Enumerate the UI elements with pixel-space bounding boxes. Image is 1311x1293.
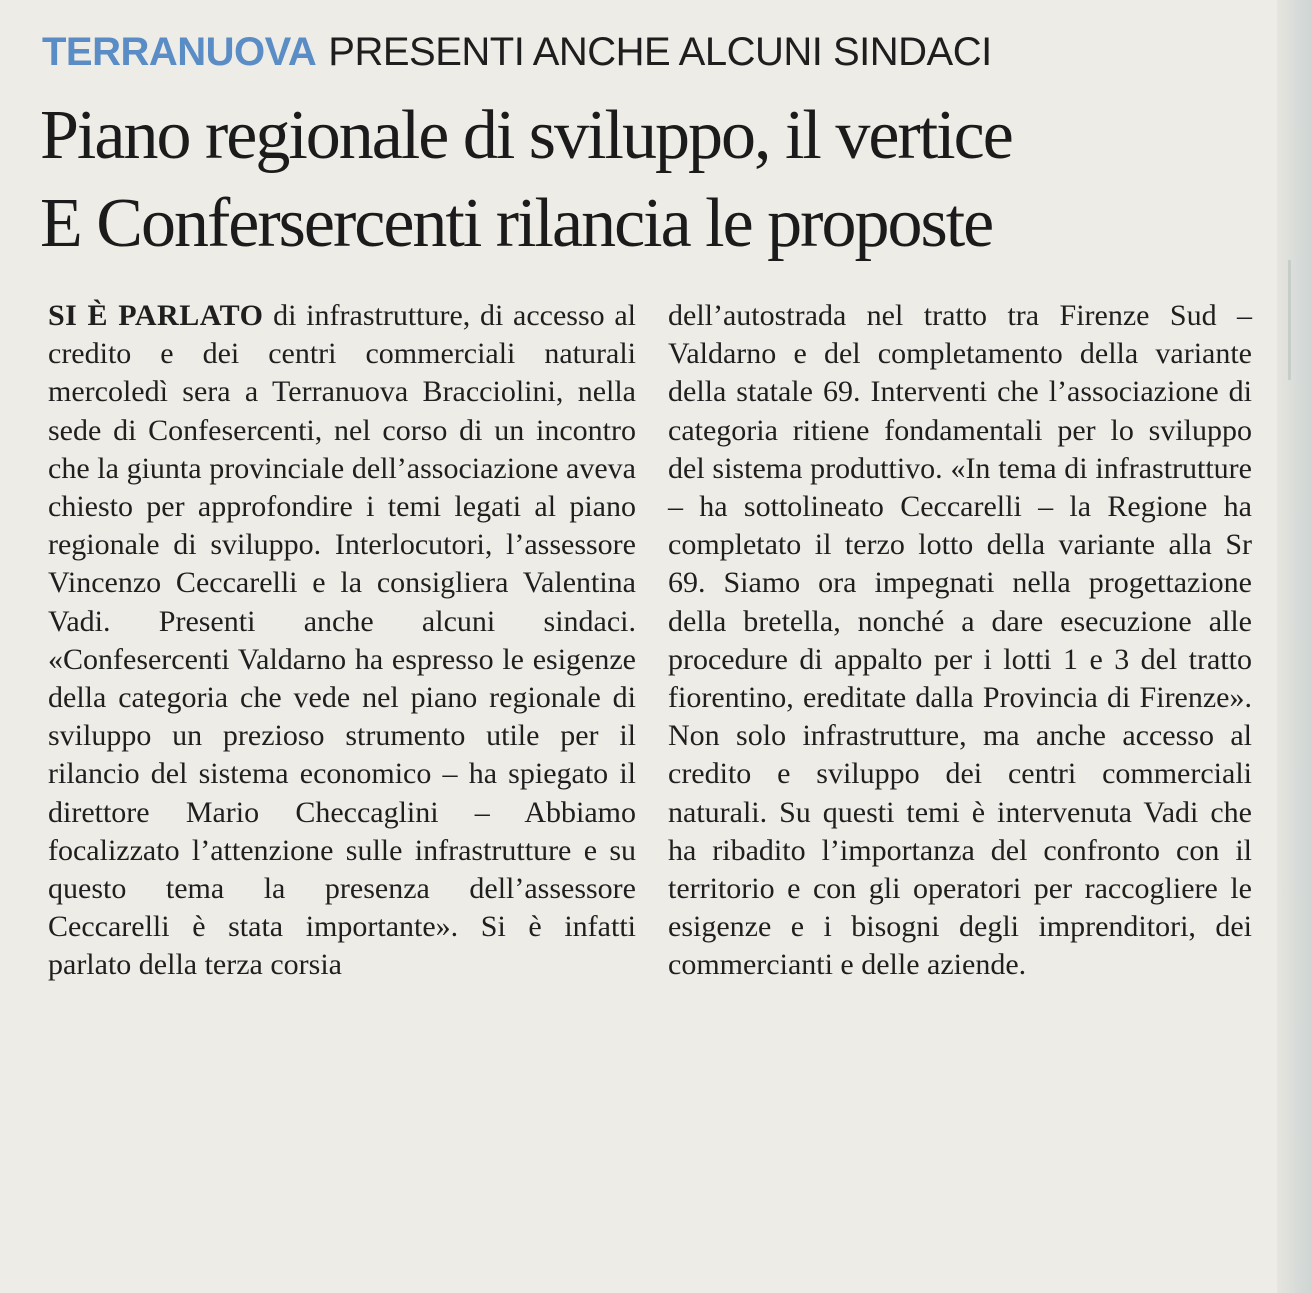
kicker-subtitle: PRESENTI ANCHE ALCUNI SINDACI [328, 30, 992, 74]
article-paragraph-left [48, 297, 636, 985]
column-left-text: di infrastrutture, di accesso al credito e dei centri commerciali naturali mercoledì sera a Terranuova Bracciolini, nella sede di Confesercenti, nel corso di un incontro che la giunta provinciale dell’associazione aveva chiesto per approfondire i temi legati al piano regionale di sviluppo. Interlocutori, l’assessore Vincenzo Ceccarelli e la consigliera Valentina Vadi. Presenti anche alcuni sindaci. «Confesercenti Valdarno ha espresso le esigenze della categoria che vede nel piano regionale di sviluppo un prezioso strumento utile per il rilancio del sistema economico – ha spiegato il direttore Mario Checcaglini – Abbiamo focalizzato l’attenzione sulle infrastrutture e su questo tema la presenza dell’assessore Ceccarelli è stata importante». Si è infatti parlato della terza corsia [48, 299, 636, 982]
article-column-right [668, 297, 1252, 985]
headline-line-1: Piano regionale di sviluppo, il vertice [40, 97, 1012, 174]
kicker [42, 22, 992, 82]
headline-line-2: E Confersercenti rilancia le proposte [40, 185, 993, 262]
article-column-left [48, 297, 636, 985]
lead-in: SI È PARLATO [48, 299, 264, 332]
column-right-text: dell’autostrada nel tratto tra Firenze Sud – Valdarno e del completamento della variante della statale 69. Interventi che l’associazione di categoria ritiene fondamentali per lo sviluppo del sistema produttivo. «In tema di infrastrutture – ha sottolineato Ceccarelli – la Regione ha completato il terzo lotto della variante alla Sr 69. Siamo ora impegnati nella progettazione della bretella, nonché a dare esecuzione alle procedure di appalto per i lotti 1 e 3 del tratto fiorentino, ereditate dalla Provincia di Firenze». Non solo infrastrutture, ma anche accesso al credito e sviluppo dei centri commerciali naturali. Su questi temi è intervenuta Vadi che ha ribadito l’importanza del confronto con il territorio e con gli operatori per raccogliere le esigenze e i bisogni degli imprenditori, dei commercianti e delle aziende. [668, 299, 1252, 982]
kicker-place: TERRANUOVA [42, 30, 317, 74]
page-edge-shadow [1288, 260, 1291, 380]
page-edge [1277, 0, 1311, 1293]
headline [40, 92, 1270, 268]
